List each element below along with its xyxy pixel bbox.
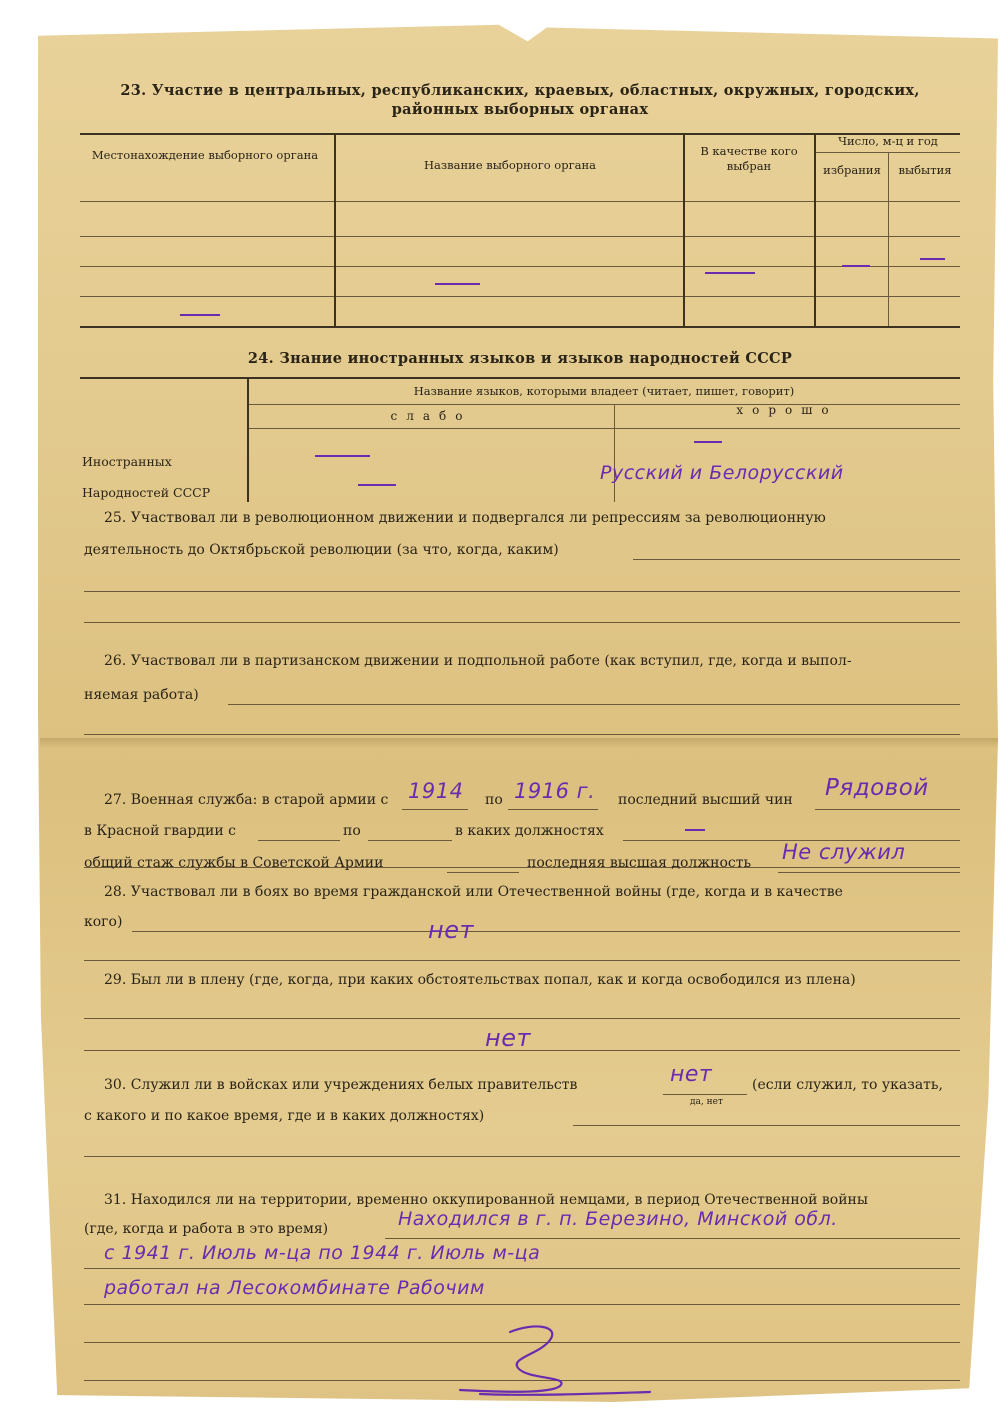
q25-answer-line <box>84 591 960 592</box>
q31-answer-line <box>385 1238 960 1239</box>
table24-col-divider <box>247 377 249 502</box>
q27-last-position: Не служил <box>782 840 906 864</box>
signature-scribble <box>440 1320 660 1400</box>
q27-from-year: 1914 <box>408 779 464 803</box>
languages-weak-header: слабо <box>390 409 472 423</box>
q31-answer-line2: с 1941 г. Июль м-ца по 1944 г. Июль м-ца <box>104 1242 541 1264</box>
col-location-header: Местонахождение выборного органа <box>91 148 319 162</box>
table23-row-line <box>80 236 960 237</box>
q30-part2: (если служил, то указать, <box>752 1077 943 1093</box>
q29-answer-line <box>84 1018 960 1019</box>
table23-row-line <box>80 296 960 297</box>
handwritten-dash <box>180 314 220 316</box>
table24-header-bottom <box>247 428 960 429</box>
section23-title-line1: 23. Участие в центральных, республиканских, краевых, областных, окружных, городских, <box>120 82 920 99</box>
section24-title: 24. Знание иностранных языков и языков народностей СССР <box>247 350 793 367</box>
table23-col-divider <box>814 133 816 326</box>
table24-col-divider <box>614 404 615 502</box>
q25-answer-line <box>84 622 960 623</box>
q27-part4: в Красной гвардии с <box>84 823 236 839</box>
q26-line1: 26. Участвовал ли в партизанском движении и подпольной работе (как вступил, где, когда и выпол- <box>104 653 852 669</box>
q27-part8: последняя высшая должность <box>527 855 752 871</box>
table23-bottom-border <box>80 326 960 328</box>
q27-to-year: 1916 г. <box>514 779 596 803</box>
handwritten-dash <box>685 829 705 831</box>
q27-rank-line <box>815 809 960 810</box>
q26-line2: няемая работа) <box>84 687 199 703</box>
row-ussr-label: Народностей СССР <box>82 485 211 500</box>
q31-answer-line1: Находился в г. п. Березино, Минской обл. <box>398 1208 838 1230</box>
q28-line1: 28. Участвовал ли в боях во время гражданской или Отечественной войны (где, когда и в качестве <box>104 884 843 900</box>
handwritten-dash <box>435 283 480 285</box>
q26-answer-line <box>84 734 960 735</box>
q30-part1: 30. Служил ли в войсках или учреждениях белых правительств <box>104 1077 578 1093</box>
col-as-whom-header: В качестве кого выбран <box>700 144 798 173</box>
q25-line2: деятельность до Октябрьской революции (за что, когда, каким) <box>84 542 559 558</box>
table23-col-divider <box>683 133 685 326</box>
q27-stage-line <box>447 872 519 873</box>
col-retired-header: выбытия <box>898 163 952 177</box>
q30-answer-line <box>663 1094 747 1095</box>
q25-answer-line <box>633 559 960 560</box>
handwritten-dash <box>315 455 370 457</box>
q30-answer-line <box>84 1156 960 1157</box>
q27-part1: 27. Военная служба: в старой армии с <box>104 792 389 808</box>
q31-line2: (где, когда и работа в это время) <box>84 1221 329 1237</box>
q27-from-line <box>402 809 468 810</box>
q28-answer-line <box>84 960 960 961</box>
q27-part2: по <box>485 792 503 808</box>
q31-answer-line <box>84 1304 960 1305</box>
col-name-header: Название выборного органа <box>424 158 596 172</box>
col-elected-header: избрания <box>823 163 881 177</box>
q27-rank: Рядовой <box>825 775 929 801</box>
q29-answer: нет <box>485 1024 531 1052</box>
q27-part3: последний высший чин <box>618 792 793 808</box>
q27-part6: в каких должностях <box>455 823 604 839</box>
q27-part5: по <box>343 823 361 839</box>
table23-col-divider <box>888 152 889 326</box>
q31-line1: 31. Находился ли на территории, временно оккупированной немцами, в период Отечественной войны <box>104 1192 869 1208</box>
q27-guard-to-line <box>368 840 452 841</box>
handwritten-dash <box>694 441 722 443</box>
q30-line2: с какого и по какое время, где и в каких должностях) <box>84 1108 485 1124</box>
languages-header: Название языков, которыми владеет (читает, пишет, говорит) <box>413 384 795 398</box>
col-date-header: Число, м-ц и год <box>838 134 938 148</box>
handwritten-dash <box>705 272 755 274</box>
row-foreign-label: Иностранных <box>82 454 172 469</box>
languages-good-header: хорошо <box>736 403 838 417</box>
section23-title-line2: районных выборных органах <box>391 101 649 118</box>
q30-hint: да, нет <box>690 1097 723 1107</box>
table23-row-line <box>80 266 960 267</box>
q27-to-line <box>508 809 598 810</box>
languages-ussr-answer: Русский и Белорусский <box>600 462 844 484</box>
handwritten-dash <box>842 265 870 267</box>
handwritten-dash <box>358 484 396 486</box>
q28-answer: нет <box>428 916 474 944</box>
q25-line1: 25. Участвовал ли в революционном движении и подвергался ли репрессиям за революционную <box>104 510 826 526</box>
q30-answer-line <box>573 1125 960 1126</box>
q31-answer-line3: работал на Лесокомбинате Рабочим <box>104 1277 485 1299</box>
q31-answer-line <box>84 1268 960 1269</box>
q26-answer-line <box>228 704 960 705</box>
q30-answer: нет <box>670 1062 713 1087</box>
paper-fold <box>40 738 998 748</box>
handwritten-dash <box>920 258 945 260</box>
table24-top-border <box>80 377 960 379</box>
q27-guard-from-line <box>258 840 340 841</box>
q27-position-line <box>778 872 960 873</box>
q29-line1: 29. Был ли в плену (где, когда, при каких обстоятельствах попал, как и когда освободился из плена) <box>104 972 856 988</box>
q27-part7: общий стаж службы в Советской Армии <box>84 855 384 871</box>
q28-answer-line <box>132 931 960 932</box>
table23-col-divider <box>334 133 336 326</box>
q28-line2: кого) <box>84 914 123 930</box>
table23-header-bottom <box>80 201 960 202</box>
